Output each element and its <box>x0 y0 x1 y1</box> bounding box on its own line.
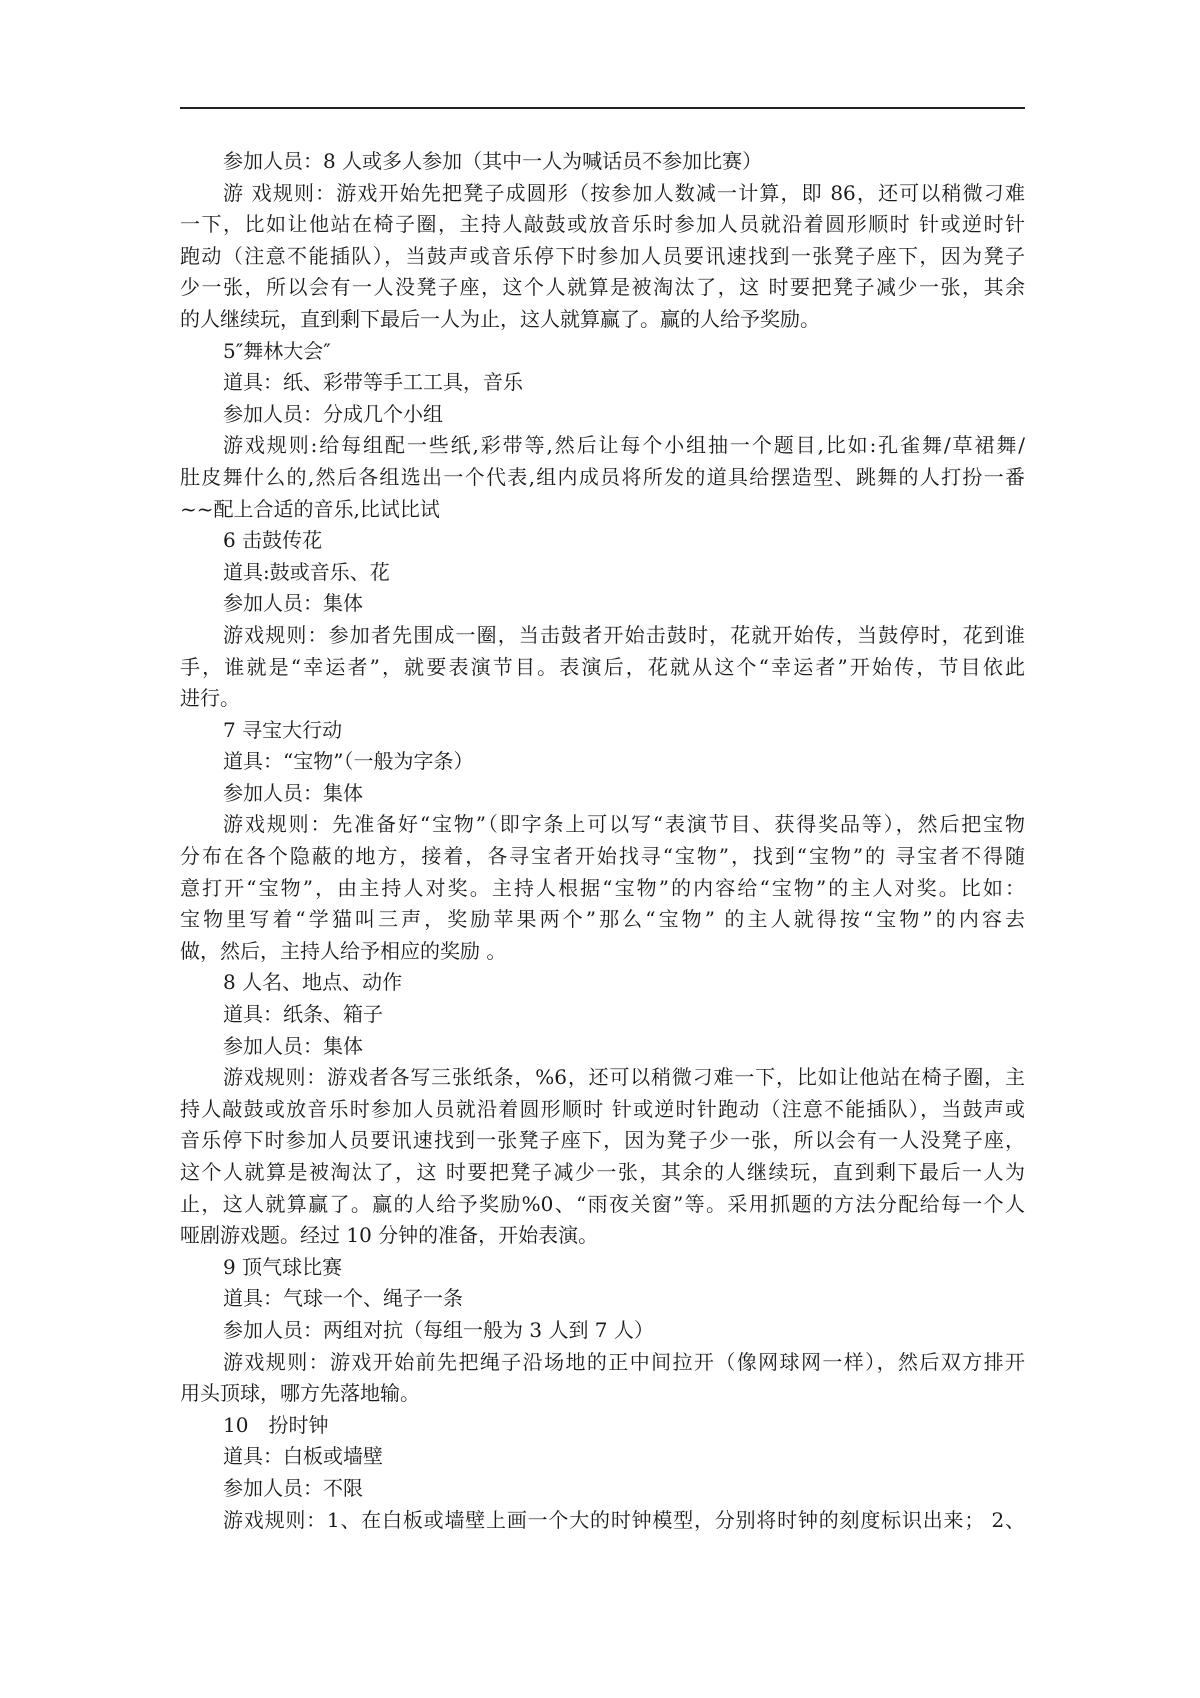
text-line: 6 击鼓传花 <box>223 528 323 553</box>
text-line: 持人敲鼓或放音乐时参加人员就沿着圆形顺时 针或逆时针跑动（注意不能插队），当鼓声或 <box>180 1096 1025 1121</box>
text-line: 参加人员：集体 <box>223 591 363 616</box>
text-line: 参加人员：集体 <box>223 1033 363 1058</box>
text-line: 跑动（注意不能插队），当鼓声或音乐停下时参加人员要讯速找到一张凳子座下，因为凳子 <box>180 243 1025 268</box>
text-line: 参加人员：8 人或多人参加（其中一人为喊话员不参加比赛） <box>223 149 763 173</box>
header-rule <box>180 107 1025 109</box>
text-line: 道具：纸条、箱子 <box>223 1002 383 1027</box>
text-line: 道具：纸、彩带等手工工具，音乐 <box>223 370 523 395</box>
text-line: 游 戏规则：游戏开始先把凳子成圆形（按参加人数减一计算，即 86，还可以稍微刁难 <box>223 180 1025 205</box>
document-body <box>180 146 1025 1536</box>
text-line: 10 扮时钟 <box>223 1412 329 1437</box>
text-line: 道具：白板或墙壁 <box>223 1444 383 1469</box>
text-line: 分布在各个隐蔽的地方，接着，各寻宝者开始找寻“宝物”，找到“宝物”的 寻宝者不得随 <box>180 844 1025 869</box>
text-line: 道具:鼓或音乐、花 <box>223 559 390 584</box>
text-line: 游戏规则：游戏者各写三张纸条，%6，还可以稍微刁难一下，比如让他站在椅子圈，主 <box>223 1065 1025 1090</box>
text-line: 这个人就算是被淘汰了，这 时要把凳子减少一张，其余的人继续玩，直到剩下最后一人为 <box>180 1160 1025 1184</box>
text-line: 一下，比如让他站在椅子圈，主持人敲鼓或放音乐时参加人员就沿着圆形顺时 针或逆时针 <box>180 212 1025 237</box>
text-line: 宝物里写着“学猫叫三声，奖励苹果两个”那么“宝物” 的主人就得按“宝物”的内容去 <box>180 907 1025 932</box>
text-line: 游戏规则：游戏开始前先把绳子沿场地的正中间拉开（像网球网一样），然后双方排开 <box>223 1349 1025 1374</box>
text-line: 8 人名、地点、动作 <box>223 970 403 995</box>
text-line: 用头顶球，哪方先落地输。 <box>180 1381 420 1406</box>
text-line: 哑剧游戏题。经过 10 分钟的准备，开始表演。 <box>180 1223 599 1248</box>
text-line: 游戏规则：先准备好“宝物”（即字条上可以写“表演节目、获得奖品等），然后把宝物 <box>223 812 1025 837</box>
text-line: 5″舞林大会″ <box>223 338 331 363</box>
text-line: 9 顶气球比赛 <box>223 1254 343 1279</box>
text-line: 7 寻宝大行动 <box>223 717 343 742</box>
text-line: 音乐停下时参加人员要讯速找到一张凳子座下，因为凳子少一张，所以会有一人没凳子座， <box>180 1128 1025 1153</box>
text-line: 进行。 <box>180 686 240 711</box>
text-line: 意打开“宝物”，由主持人对奖。主持人根据“宝物”的内容给“宝物”的主人对奖。比如： <box>180 875 1025 900</box>
text-line: 道具：气球一个、绳子一条 <box>223 1286 463 1311</box>
text-line: ~~配上合适的音乐,比试比试 <box>180 496 440 521</box>
text-line: 道具：“宝物”（一般为字条） <box>223 749 474 774</box>
text-line: 参加人员：集体 <box>223 780 363 805</box>
text-line: 止，这人就算赢了。赢的人给予奖励%0、“雨夜关窗”等。采用抓题的方法分配给每一个人 <box>180 1191 1025 1216</box>
text-line: 参加人员：不限 <box>223 1475 363 1500</box>
text-line: 参加人员：两组对抗（每组一般为 3 人到 7 人） <box>223 1317 654 1342</box>
text-line: 做，然后，主持人给予相应的奖励 。 <box>180 938 507 963</box>
text-line: 肚皮舞什么的,然后各组选出一个代表,组内成员将所发的道具给摆造型、跳舞的人打扮一番 <box>180 464 1025 489</box>
text-line: 少一张，所以会有一人没凳子座，这个人就算是被淘汰了，这 时要把凳子减少一张，其余 <box>180 275 1025 300</box>
text-line: 游戏规则:给每组配一些纸,彩带等,然后让每个小组抽一个题目,比如:孔雀舞/草裙舞/ <box>223 433 1025 458</box>
text-line: 参加人员：分成几个小组 <box>223 401 443 426</box>
text-line: 游戏规则：参加者先围成一圈，当击鼓者开始击鼓时，花就开始传，当鼓停时，花到谁 <box>223 622 1025 647</box>
text-line: 游戏规则：1、在白板或墙壁上画一个大的时钟模型，分别将时钟的刻度标识出来； 2、 <box>223 1507 1025 1532</box>
text-line: 手，谁就是“幸运者”，就要表演节目。表演后，花就从这个“幸运者”开始传，节目依此 <box>180 654 1025 679</box>
text-line: 的人继续玩，直到剩下最后一人为止，这人就算赢了。赢的人给予奖励。 <box>180 306 820 331</box>
